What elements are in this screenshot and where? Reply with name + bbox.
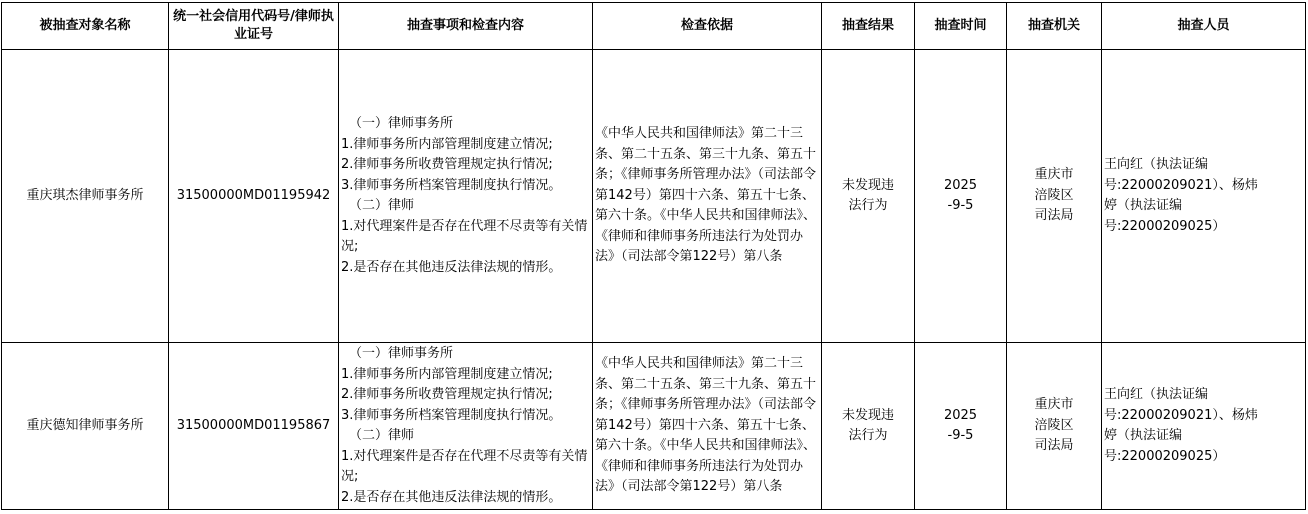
object-name: 重庆德知律师事务所 — [2, 343, 169, 510]
table-row — [2, 343, 1306, 510]
item-line: 1.对代理案件是否存在代理不尽责等有关情况; — [341, 448, 588, 484]
inspection-items — [339, 50, 593, 343]
header-date: 抽查时间 — [915, 3, 1007, 50]
header-name: 被抽查对象名称 — [2, 3, 169, 50]
item-line: 1.对代理案件是否存在代理不尽责等有关情况; — [341, 218, 588, 254]
header-row — [2, 3, 1306, 50]
table-row — [2, 50, 1306, 343]
item-line: 2.律师事务所收费管理规定执行情况; — [341, 387, 553, 402]
item-line: （二）律师 — [349, 428, 415, 443]
item-line: 2.是否存在其他违反法律法规的情形。 — [341, 259, 562, 275]
header-staff: 抽查人员 — [1102, 3, 1306, 50]
object-name: 重庆琪杰律师事务所 — [2, 50, 169, 343]
inspection-result: 未发现违法行为 — [822, 343, 915, 510]
inspection-basis: 《中华人民共和国律师法》第二十三条、第二十五条、第三十九条、第五十条；《律师事务所管理办法》（司法部令第142号）第四十六条、第五十七条、第六十条。《中华人民共和国律师法》、《律师和律师事务所违法行为处罚办法》（司法部令第122号）第八条 — [593, 50, 822, 343]
inspection-date: 2025-9-5 — [915, 50, 1007, 343]
item-line: 2.律师事务所收费管理规定执行情况; — [341, 157, 553, 172]
header-code: 统一社会信用代码号/律师执业证号 — [169, 3, 339, 50]
item-line: （一）律师事务所 — [349, 116, 454, 131]
item-line: 3.律师事务所档案管理制度执行情况。 — [341, 177, 562, 193]
header-agency: 抽查机关 — [1007, 3, 1102, 50]
inspection-staff: 王向红（执法证编号:22000209021）、杨炜婷（执法证编号:22000209025） — [1102, 343, 1306, 510]
inspection-basis: 《中华人民共和国律师法》第二十三条、第二十五条、第三十九条、第五十条；《律师事务所管理办法》（司法部令第142号）第四十六条、第五十七条、第六十条。《中华人民共和国律师法》、《律师和律师事务所违法行为处罚办法》（司法部令第122号）第八条 — [593, 343, 822, 510]
item-line: （二）律师 — [349, 198, 415, 213]
inspection-result: 未发现违法行为 — [822, 50, 915, 343]
item-line: 1.律师事务所内部管理制度建立情况; — [341, 136, 553, 152]
item-line: 1.律师事务所内部管理制度建立情况; — [341, 366, 553, 382]
inspection-items — [339, 343, 593, 510]
inspection-agency: 重庆市涪陵区司法局 — [1007, 50, 1102, 343]
header-basis: 检查依据 — [593, 3, 822, 50]
item-line: 3.律师事务所档案管理制度执行情况。 — [341, 407, 562, 423]
header-result: 抽查结果 — [822, 3, 915, 50]
inspection-staff: 王向红（执法证编号:22000209021）、杨炜婷（执法证编号:22000209025） — [1102, 50, 1306, 343]
inspection-agency: 重庆市涪陵区司法局 — [1007, 343, 1102, 510]
header-items: 抽查事项和检查内容 — [339, 3, 593, 50]
credit-code: 31500000MD01195942 — [169, 50, 339, 343]
inspection-date: 2025-9-5 — [915, 343, 1007, 510]
item-line: （一）律师事务所 — [349, 346, 454, 361]
inspection-table — [1, 2, 1306, 510]
credit-code: 31500000MD01195867 — [169, 343, 339, 510]
item-line: 2.是否存在其他违反法律法规的情形。 — [341, 489, 562, 505]
